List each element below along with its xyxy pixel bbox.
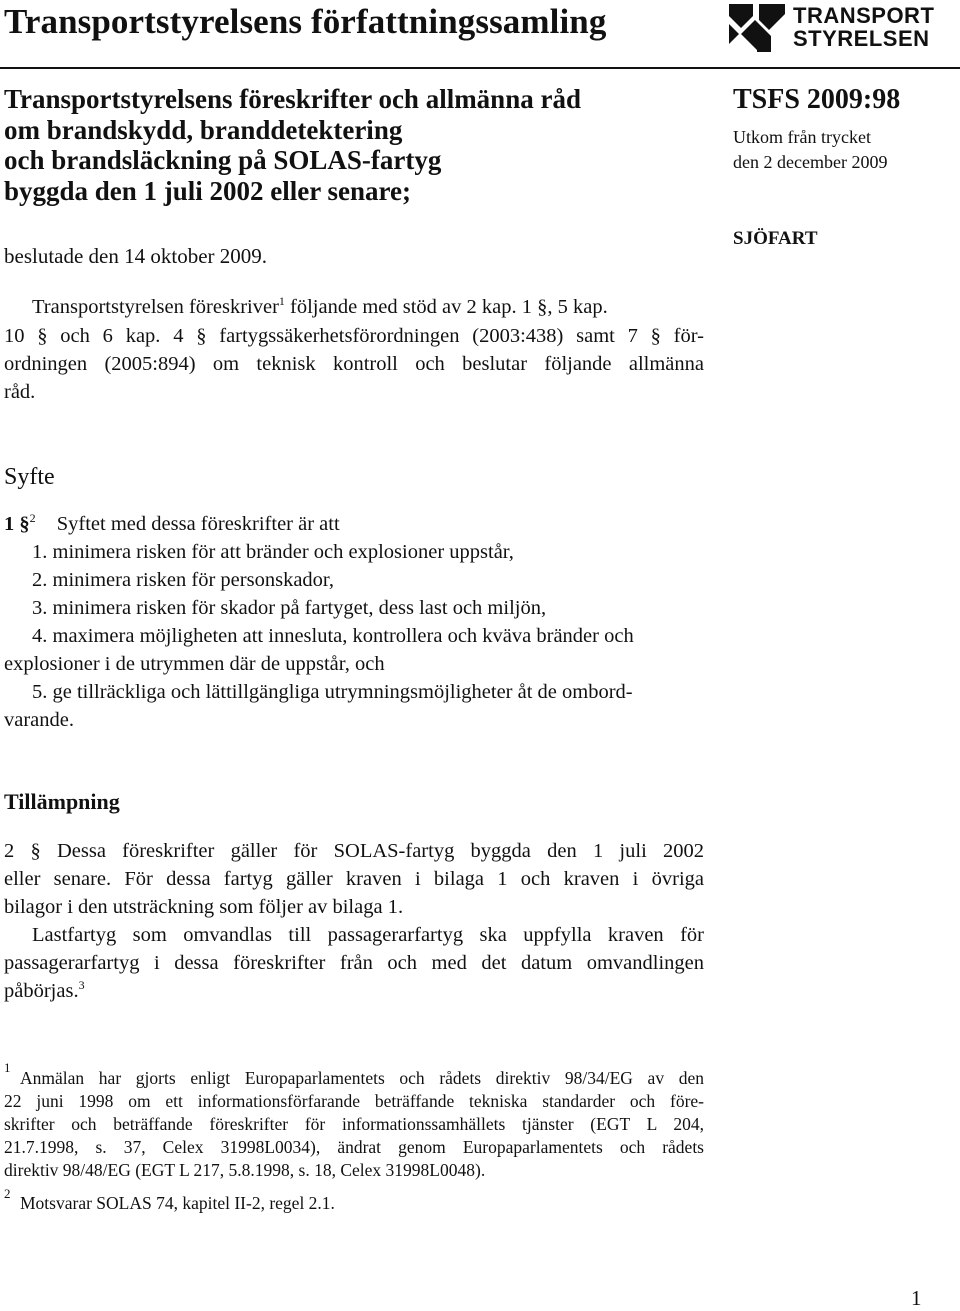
title-line: Transportstyrelsens föreskrifter och allmänna råd (4, 84, 581, 114)
title-line: om brandskydd, branddetektering (4, 114, 403, 145)
list-item: 2. minimera risken för personskador, (32, 569, 335, 591)
document-title (4, 84, 704, 206)
preamble-text: följande med stöd av 2 kap. 1 §, 5 kap. (290, 296, 608, 318)
logo-text-line2: STYRELSEN (793, 26, 930, 51)
paragraph-2-line (4, 980, 85, 1003)
list-item: 5. ge tillräckliga och lättillgängliga utrymningsmöjligheter åt de ombord- (32, 681, 633, 703)
publication-line-2: den 2 december 2009 (733, 152, 888, 172)
tsfs-number: TSFS 2009:98 (733, 84, 901, 115)
paragraph-intro: Syftet med dessa föreskrifter är att (56, 513, 340, 535)
preamble-line (32, 296, 608, 319)
logo-mark-icon (729, 4, 785, 52)
paragraph-2-line: 2 § Dessa föreskrifter gäller för SOLAS-fartyg byggda den 1 juli 2002 (4, 840, 704, 862)
preamble-text: Transportstyrelsen föreskriver (32, 296, 279, 318)
logo-text-line1: TRANSPORT (793, 3, 935, 28)
page-number: 1 (911, 1286, 922, 1310)
section-heading-tillampning: Tillämpning (4, 789, 120, 814)
paragraph-2-line: eller senare. För dessa fartyg gäller kraven i bilaga 1 och kraven i övriga (4, 868, 704, 890)
footnote-line: 21.7.1998, s. 37, Celex 31998L0034), ändrat genom Europaparlamentets och rådets (4, 1137, 704, 1157)
list-item: 4. maximera möjligheten att innesluta, kontrollera och kväva bränder och (32, 625, 634, 647)
list-item-continuation: varande. (4, 709, 74, 731)
list-item: 1. minimera risken för att bränder och explosioner uppstår, (32, 541, 514, 563)
paragraph-2-line: passagerarfartyg i dessa föreskrifter från och med det datum omvandlingen (4, 952, 704, 974)
footnote-line: Motsvarar SOLAS 74, kapitel II-2, regel 2.1. (20, 1193, 335, 1213)
footnote-ref: 3 (78, 978, 85, 993)
footnote-line: 22 juni 1998 om ett informationsförfarande beträffande tekniska standarder och före- (4, 1091, 704, 1111)
paragraph-text: påbörjas. (4, 980, 79, 1002)
title-line: och brandsläckning på SOLAS-fartyg (4, 145, 442, 175)
footnote-line: skrifter och beträffande föreskrifter för informationssamhällets tjänster (EGT L 204, (4, 1114, 704, 1134)
logo-text (793, 4, 934, 50)
footnote-line: direktiv 98/48/EG (EGT L 217, 5.8.1998, s. 18, Celex 31998L0048). (4, 1160, 486, 1180)
footnote-line: Anmälan har gjorts enligt Europaparlamentets och rådets direktiv 98/34/EG av den (20, 1068, 704, 1088)
header-rule (0, 67, 960, 69)
preamble-line: ordningen (2005:894) om teknisk kontroll och beslutar följande allmänna (4, 353, 704, 375)
paragraph-2-line: bilagor i den utsträckning som följer av bilaga 1. (4, 896, 404, 918)
list-item-continuation: explosioner i de utrymmen där de uppstår, och (4, 653, 385, 675)
footnote-ref: 2 (29, 511, 36, 526)
paragraph-1 (4, 513, 340, 536)
publication-line-1: Utkom från trycket (733, 127, 871, 147)
preamble-line: 10 § och 6 kap. 4 § fartygssäkerhetsförordningen (2003:438) samt 7 § för- (4, 325, 704, 347)
paragraph-number: 1 § (4, 513, 30, 535)
preamble-line: råd. (4, 381, 36, 403)
transportstyrelsen-logo (729, 4, 935, 52)
section-heading-syfte: Syfte (4, 464, 55, 490)
title-line: byggda den 1 juli 2002 eller senare; (4, 175, 412, 206)
footnote-number: 1 (4, 1060, 11, 1075)
series-title: Transportstyrelsens författningssamling (4, 2, 607, 41)
paragraph-2-line: Lastfartyg som omvandlas till passagerarfartyg ska uppfylla kraven för (32, 924, 704, 946)
list-item: 3. minimera risken för skador på fartyget, dess last och miljön, (32, 597, 547, 619)
category: SJÖFART (733, 228, 818, 249)
footnote-number: 2 (4, 1186, 11, 1201)
decision-date: beslutade den 14 oktober 2009. (4, 244, 268, 268)
footnote-ref: 1 (278, 294, 285, 309)
